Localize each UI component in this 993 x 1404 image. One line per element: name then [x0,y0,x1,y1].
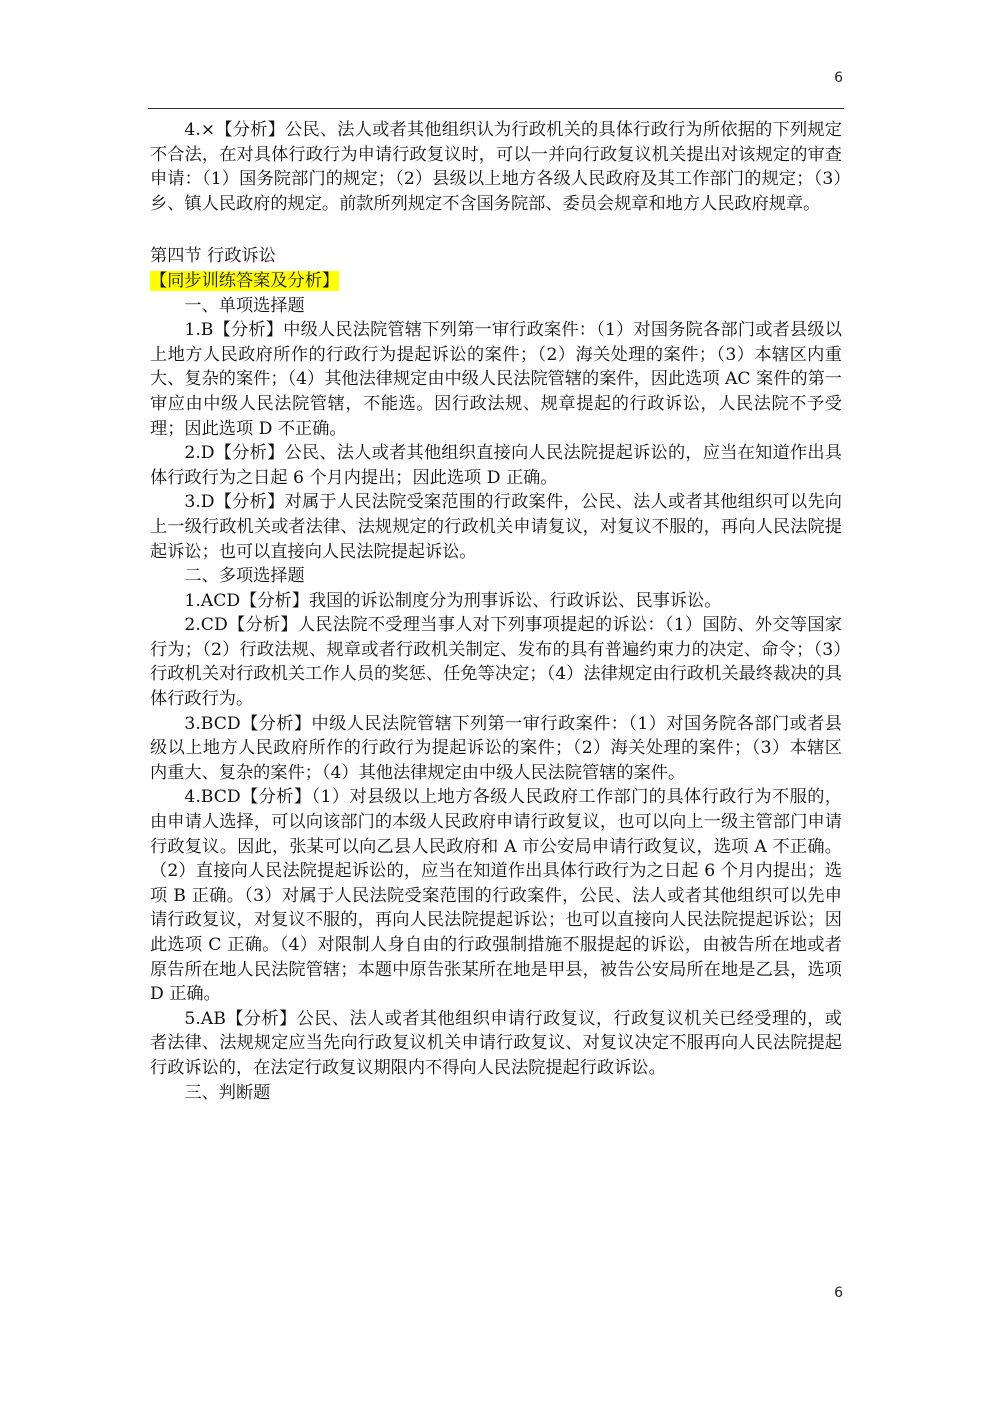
answer-single-2: 2.D【分析】公民、法人或者其他组织直接向人民法院提起诉讼的，应当在知道作出具体行政行为之日起 6 个月内提出；因此选项 D 正确。 [150,443,842,488]
paragraph-item-4: 4.×【分析】公民、法人或者其他组织认为行政机关的具体行政行为所依据的下列规定不合法，在对具体行政行为申请行政复议时，可以一并向行政复议机关提出对该规定的审查申请：（1）国务院部门的规定；（2）县级以上地方各级人民政府及其工作部门的规定；（3）乡、镇人民政府的规定。前款所列规定不含国务院部、委员会规章和地方人民政府规章。 [150,120,842,214]
part-title-single-choice: 一、单项选择题 [184,295,305,316]
answer-single-3: 3.D【分析】对属于人民法院受案范围的行政案件，公民、法人或者其他组织可以先向上一级行政机关或者法律、法规规定的行政机关申请复议，对复议不服的，再向人民法院提起诉讼；也可以直接向人民法院提起诉讼。 [150,492,842,562]
answer-multiple-3: 3.BCD【分析】中级人民法院管辖下列第一审行政案件：（1）对国务院各部门或者县级以上地方人民政府所作的行政行为提起诉讼的案件；（2）海关处理的案件；（3）本辖区内重大、复杂的案件；（4）其他法律规定由中级人民法院管辖的案件。 [150,713,842,783]
section-title: 第四节 行政诉讼 [150,246,276,267]
part-title-true-false: 三、判断题 [184,1082,271,1103]
answer-single-1: 1.B【分析】中级人民法院管辖下列第一审行政案件：（1）对国务院各部门或者县级以上地方人民政府所作的行政行为提起诉讼的案件；（2）海关处理的案件；（3）本辖区内重大、复杂的案件；（4）其他法律规定由中级人民法院管辖的案件，因此选项 AC 案件的第一审应由中级人民法院管辖，不能选。因行政法规、规章提起的行政诉讼，人民法院不予受理；因此选项 D 不正确。 [150,320,842,439]
answer-heading: 【同步训练答案及分析】 [150,270,340,291]
section-gap [150,216,842,244]
page-number-top: 6 [834,70,843,86]
answer-multiple-2: 2.CD【分析】人民法院不受理当事人对下列事项提起的诉讼：（1）国防、外交等国家行为；（2）行政法规、规章或者行政机关制定、发布的具有普遍约束力的决定、命令；（3）行政机关对行政机关工作人员的奖惩、任免等决定；（4）法律规定由行政机关最终裁决的具体行政行为。 [150,615,842,710]
answer-multiple-4: 4.BCD【分析】（1）对县级以上地方各级人民政府工作部门的具体行政行为不服的，由申请人选择，可以向该部门的本级人民政府申请行政复议，也可以向上一级主管部门申请行政复议。因此，张某可以向乙县人民政府和 A 市公安局申请行政复议，选项 A 不正确。（2）直接向人民法院提起诉讼的，应当在知道作出具体行政行为之日起 6 个月内提出；选项 B 正确。（3）对属于人民法院受案范围的行政案件，公民、法人或者其他组织可以先申请行政复议，对复议不服的，再向人民法院提起诉讼；也可以直接向人民法院提起诉讼；因此选项 C 正确。（4）对限制人身自由的行政强制措施不服提起的诉讼，由被告所在地或者原告所在地人民法院管辖；本题中原告张某所在地是甲县，被告公安局所在地是乙县，选项 D 正确。 [150,787,842,1005]
page-number-bottom: 6 [834,1285,843,1301]
answer-multiple-1: 1.ACD【分析】我国的诉讼制度分为刑事诉讼、行政诉讼、民事诉讼。 [184,590,722,611]
answer-multiple-5: 5.AB【分析】公民、法人或者其他组织申请行政复议，行政复议机关已经受理的，或者法律、法规规定应当先向行政复议机关申请行政复议、对复议决定不服再向人民法院提起行政诉讼的，在法定行政复议期限内不得向人民法院提起行政诉讼。 [150,1008,842,1078]
header-rule [148,108,844,109]
answer-heading-line [150,269,842,294]
part-title-multiple-choice: 二、多项选择题 [184,566,305,587]
document-body [150,118,842,1105]
